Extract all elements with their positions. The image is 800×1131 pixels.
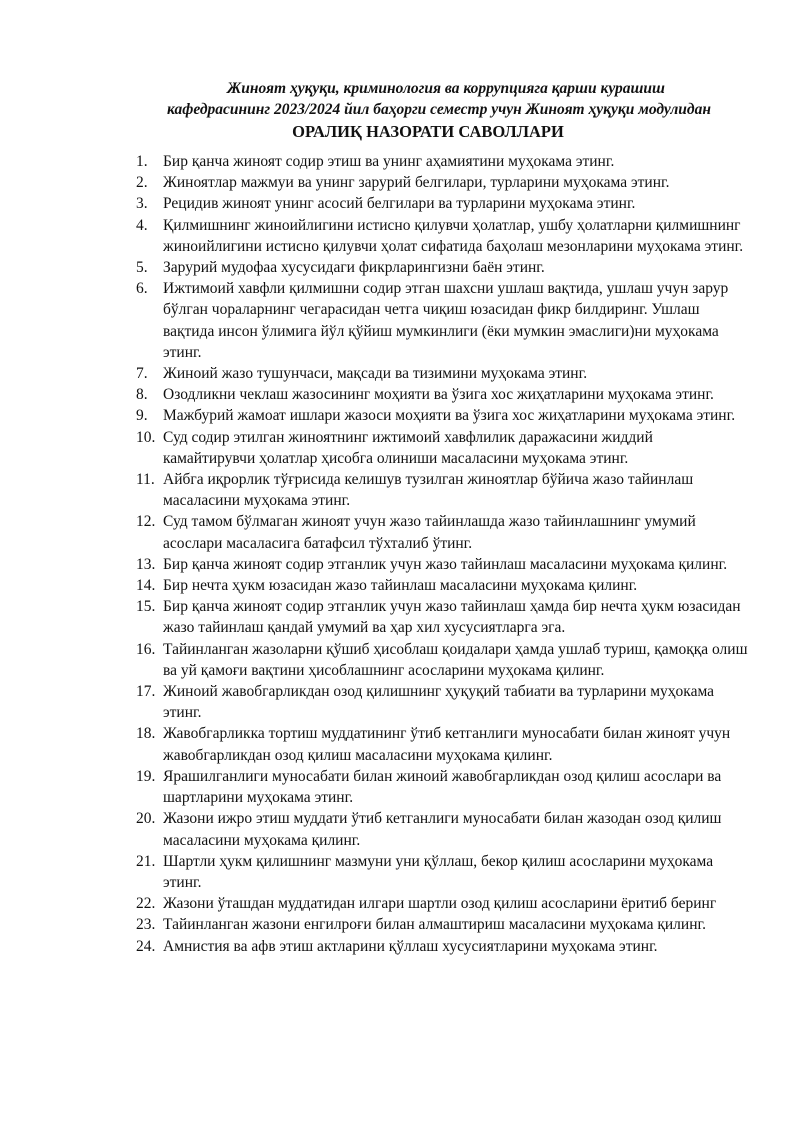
document-title: ОРАЛИҚ НАЗОРАТИ САВОЛЛАРИ bbox=[292, 122, 564, 141]
question-number: 17. bbox=[136, 683, 156, 701]
question-text: Бир қанча жиноят содир этганлик учун жазо тайинлаш масаласини муҳокама қилинг. bbox=[163, 555, 728, 573]
question-text: Бир қанча жиноят содир этиш ва унинг аҳамиятини муҳокама этинг. bbox=[163, 153, 615, 170]
question-number: 3. bbox=[136, 195, 148, 213]
question-item bbox=[136, 257, 748, 278]
question-text: Қилмишнинг жиноийлигини истисно қилувчи ҳолатлар, ушбу ҳолатларни қилмишнинг жиноийлигини истисно қилувчи ҳолат сифатида баҳолаш мезонларини муҳокама этинг. bbox=[163, 216, 744, 255]
question-item bbox=[136, 427, 748, 469]
heading-semester-line: кафедрасининг 2023/2024 йил баҳорги семестр учун Жиноят ҳуқуқи модулидан bbox=[167, 101, 711, 118]
question-number: 15. bbox=[136, 598, 156, 616]
question-text: Амнистия ва афв этиш актларини қўллаш хусусиятларини муҳокама этинг. bbox=[163, 937, 658, 955]
questions-list bbox=[136, 151, 748, 957]
question-text: Тайинланган жазони енгилроғи билан алмаштириш масаласини муҳокама қилинг. bbox=[163, 916, 706, 934]
question-item bbox=[136, 936, 748, 957]
question-text: Айбга иқрорлик тўғрисида келишув тузилган жиноятлар бўйича жазо тайинлаш масаласини муҳокама этинг. bbox=[163, 471, 694, 510]
question-number: 16. bbox=[136, 640, 156, 658]
question-text: Жазони ижро этиш муддати ўтиб кетганлиги муносабати билан жазодан озод қилиш масаласини муҳокама қилинг. bbox=[163, 810, 722, 849]
question-text: Жиноятлар мажмуи ва унинг зарурий белгилари, турларини муҳокама этинг. bbox=[163, 174, 670, 192]
question-number: 11. bbox=[136, 471, 155, 489]
question-text: Бир қанча жиноят содир этганлик учун жазо тайинлаш ҳамда бир нечта ҳукм юзасидан жазо тайинлаш қандай умумий ва ҳар хил хусусиятларга эга. bbox=[163, 598, 741, 637]
question-item bbox=[136, 511, 748, 553]
question-item bbox=[136, 914, 748, 935]
question-text: Суд содир этилган жиноятнинг ижтимоий хавфлилик даражасини жиддий камайтирувчи ҳолатлар ҳисобга олиниши масаласини муҳокама этинг. bbox=[163, 428, 653, 467]
question-item bbox=[136, 215, 748, 257]
question-text: Бир нечта ҳукм юзасидан жазо тайинлаш масаласини муҳокама қилинг. bbox=[163, 577, 638, 595]
question-number: 14. bbox=[136, 577, 156, 595]
question-number: 4. bbox=[136, 216, 148, 234]
question-item bbox=[136, 172, 748, 193]
question-number: 1. bbox=[136, 153, 148, 170]
question-number: 23. bbox=[136, 916, 156, 934]
question-number: 22. bbox=[136, 895, 156, 913]
question-item bbox=[136, 596, 748, 638]
question-number: 12. bbox=[136, 513, 156, 531]
question-item bbox=[136, 469, 748, 511]
question-text: Шартли ҳукм қилишнинг мазмуни уни қўллаш, бекор қилиш асосларини муҳокама этинг. bbox=[163, 852, 714, 891]
question-item bbox=[136, 193, 748, 214]
question-number: 18. bbox=[136, 725, 156, 743]
question-text: Жиноий жавобгарликдан озод қилишнинг ҳуқуқий табиати ва турларини муҳокама этинг. bbox=[163, 683, 715, 722]
question-text: Жиноий жазо тушунчаси, мақсади ва тизимини муҳокама этинг. bbox=[163, 365, 588, 383]
question-item bbox=[136, 151, 748, 172]
question-number: 2. bbox=[136, 174, 148, 192]
question-item bbox=[136, 639, 748, 681]
question-item bbox=[136, 405, 748, 426]
question-item bbox=[136, 723, 748, 765]
question-text: Жазони ўташдан муддатидан илгари шартли озод қилиш асосларини ёритиб беринг bbox=[163, 895, 717, 913]
question-text: Рецидив жиноят унинг асосий белгилари ва турларини муҳокама этинг. bbox=[163, 195, 636, 213]
question-number: 10. bbox=[136, 428, 156, 446]
question-number: 5. bbox=[136, 259, 148, 277]
question-number: 7. bbox=[136, 365, 148, 383]
question-number: 13. bbox=[136, 555, 156, 573]
question-item bbox=[136, 384, 748, 405]
question-number: 9. bbox=[136, 407, 148, 425]
question-item bbox=[136, 554, 748, 575]
question-number: 21. bbox=[136, 852, 156, 870]
question-number: 19. bbox=[136, 767, 156, 785]
question-item bbox=[136, 363, 748, 384]
question-text: Тайинланган жазоларни қўшиб ҳисоблаш қоидалари ҳамда ушлаб туриш, қамоққа олиш ва уй қамоғи вақтини ҳисоблашнинг асосларини муҳокама қилинг. bbox=[163, 640, 748, 679]
heading-department-line: Жиноят ҳуқуқи, криминология ва коррупцияга қарши курашиш bbox=[227, 80, 665, 97]
question-text: Суд тамом бўлмаган жиноят учун жазо тайинлашда жазо тайинлашнинг умумий асослари масаласига батафсил тўхталиб ўтинг. bbox=[163, 513, 696, 552]
question-item bbox=[136, 851, 748, 893]
question-text: Зарурий мудофаа хусусидаги фикрларингизни баён этинг. bbox=[163, 259, 545, 277]
question-number: 8. bbox=[136, 386, 148, 404]
question-item bbox=[136, 766, 748, 808]
question-item bbox=[136, 808, 748, 850]
document-heading bbox=[0, 78, 800, 144]
question-text: Ярашилганлиги муносабати билан жиноий жавобгарликдан озод қилиш асослари ва шартларини муҳокама этинг. bbox=[163, 767, 722, 807]
question-number: 24. bbox=[136, 937, 156, 955]
question-number: 6. bbox=[136, 280, 148, 298]
question-item bbox=[136, 278, 748, 363]
question-item bbox=[136, 575, 748, 596]
question-text: Ижтимоий хавфли қилмишни содир этган шахсни ушлаш вақтида, ушлаш учун зарур бўлган чораларнинг чегарасидан четга чиқиш юзасидан фикр билдиринг. Ушлаш вақтида инсон ўлимига йўл қўйиш мумкинлиги (ёки мумкин эмаслиги)ни муҳокама этинг. bbox=[163, 280, 729, 361]
question-text: Озодликни чеклаш жазосининг моҳияти ва ўзига хос жиҳатларини муҳокама этинг. bbox=[163, 386, 714, 404]
question-text: Мажбурий жамоат ишлари жазоси моҳияти ва ўзига хос жиҳатларини муҳокама этинг. bbox=[163, 407, 736, 425]
question-text: Жавобгарликка тортиш муддатининг ўтиб кетганлиги муносабати билан жиноят учун жавобгарликдан озод қилиш масаласини муҳокама қилинг. bbox=[163, 725, 731, 764]
question-item bbox=[136, 681, 748, 723]
question-item bbox=[136, 893, 748, 914]
question-number: 20. bbox=[136, 810, 156, 828]
